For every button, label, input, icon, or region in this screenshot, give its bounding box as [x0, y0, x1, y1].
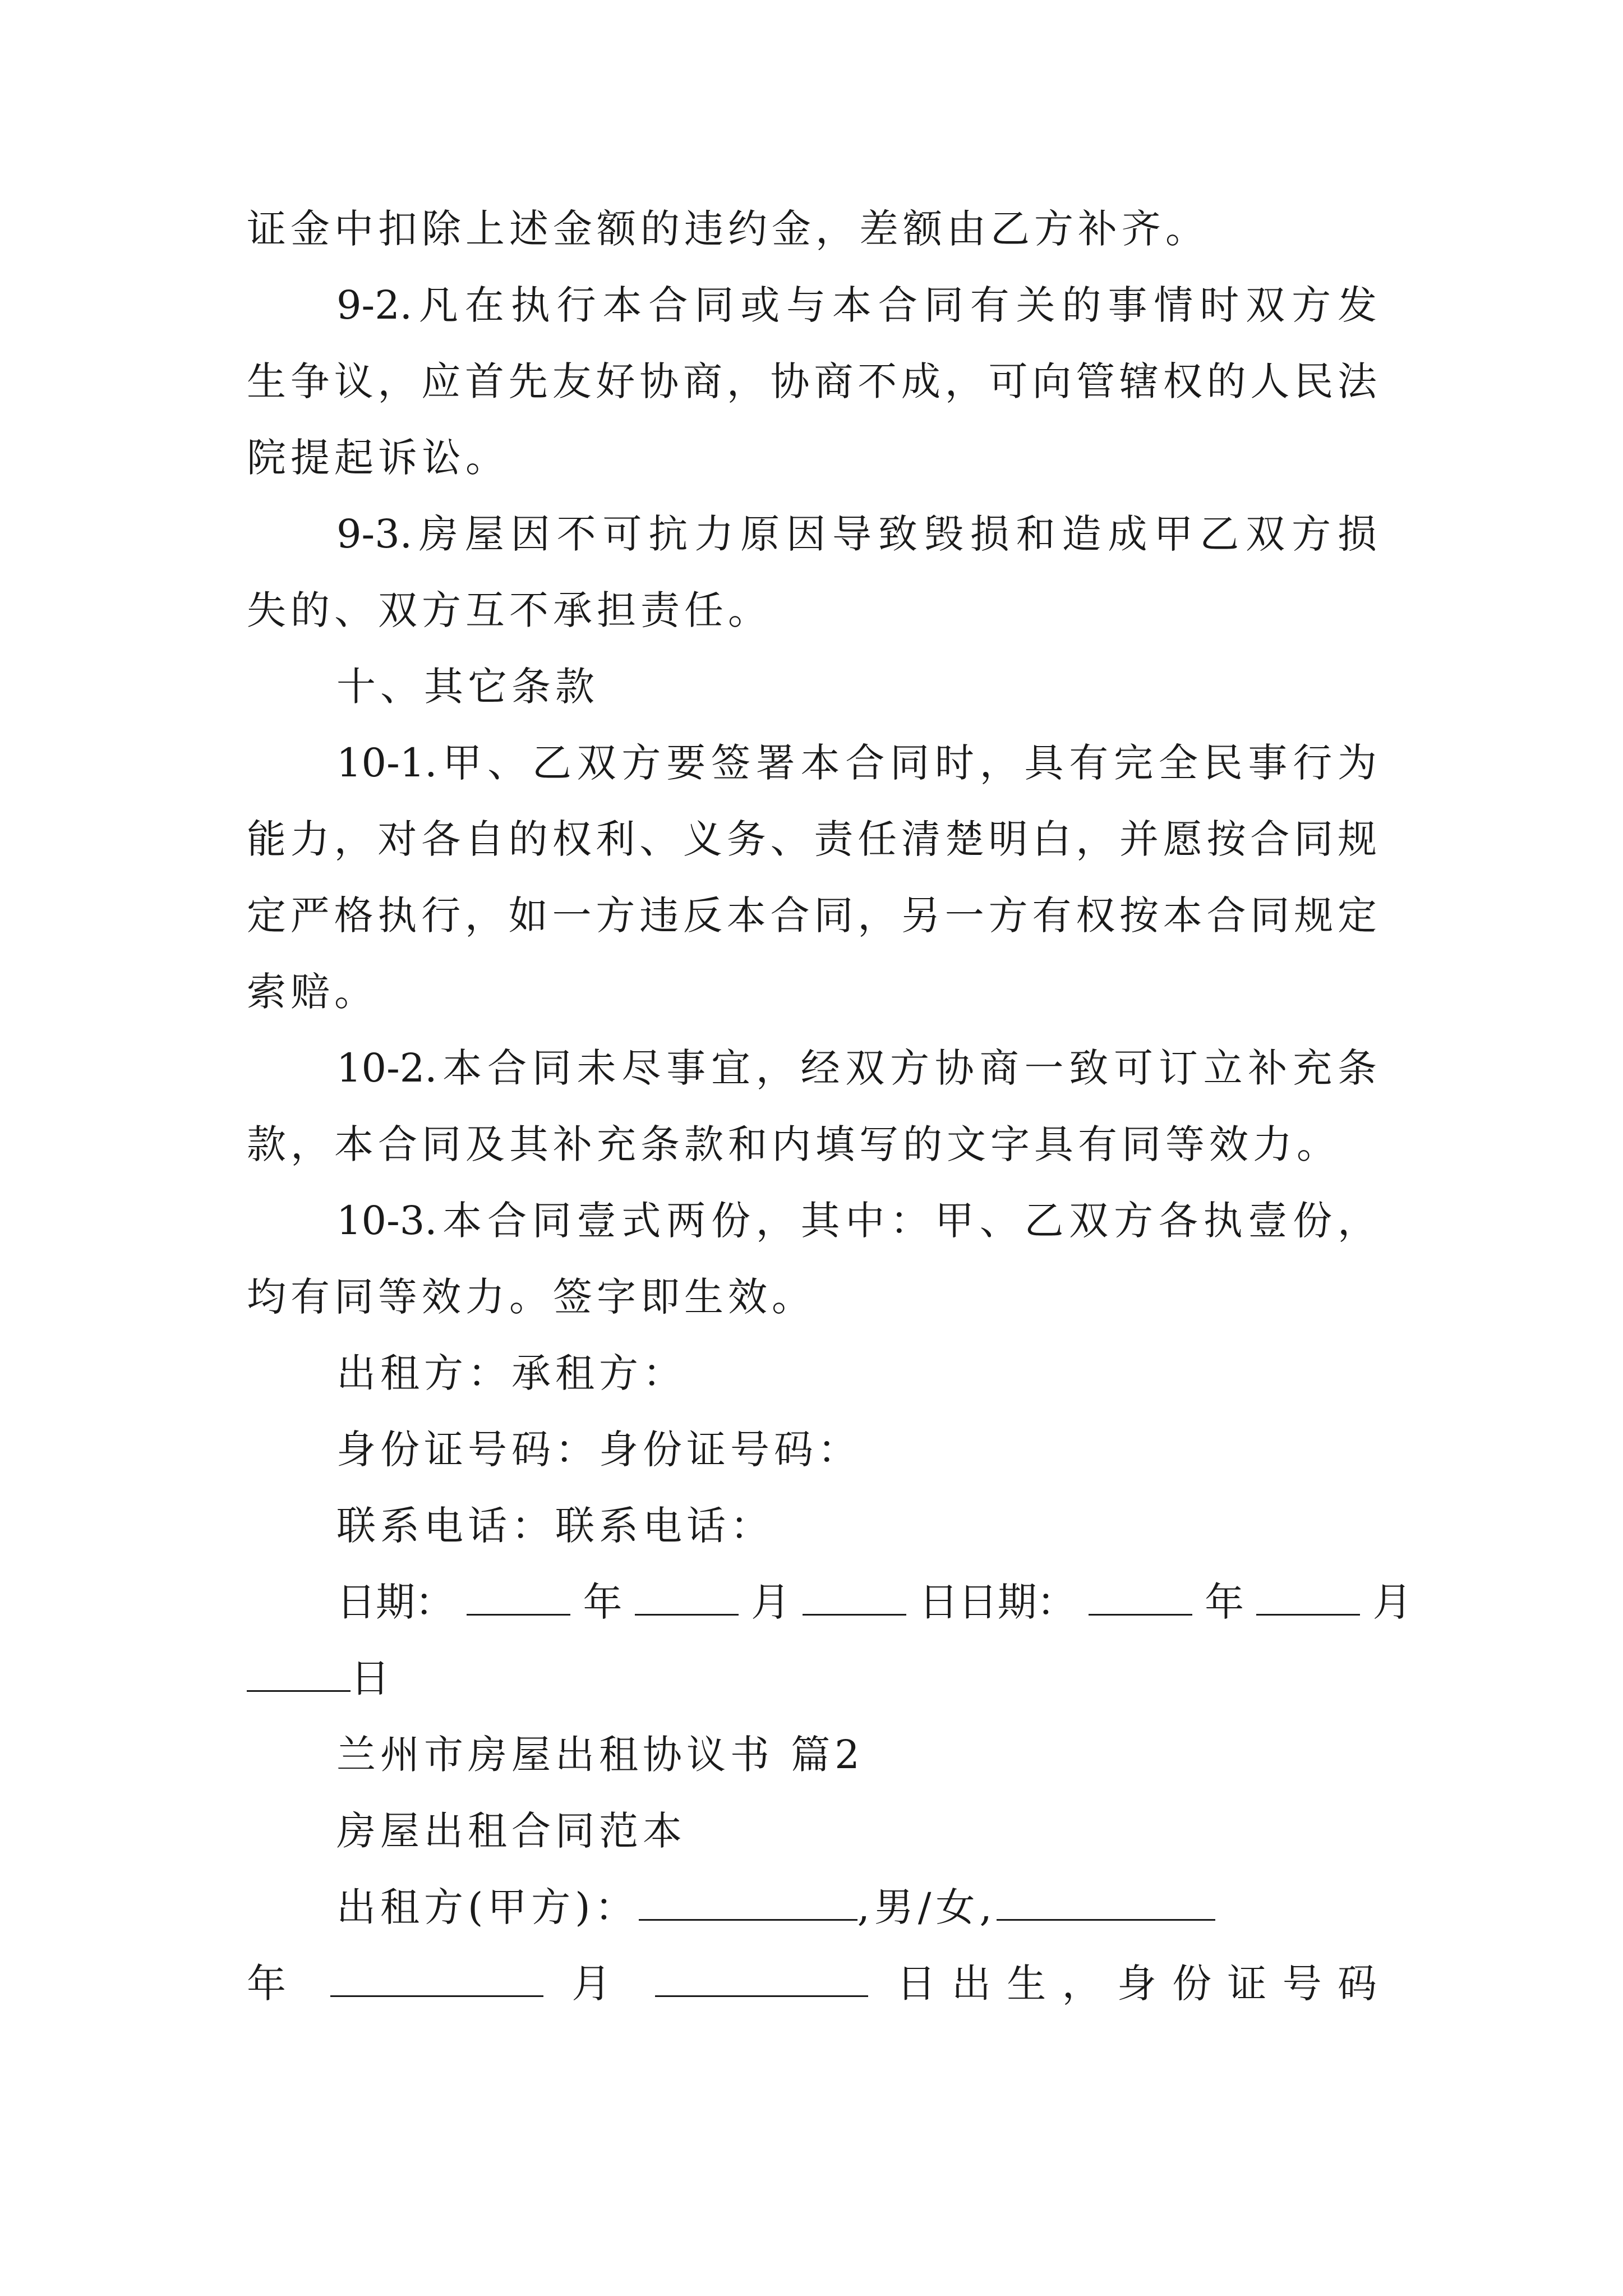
clause-10-1-line: 10-1.甲、乙双方要签署本合同时，具有完全民事行为: [336, 740, 1377, 786]
paragraph-line: 证金中扣除上述金额的违约金，差额由乙方补齐。: [247, 206, 1209, 252]
date-label: 日日期：: [919, 1579, 1076, 1625]
blank-field: [247, 1657, 351, 1692]
paragraph-line: 均有同等效力。签字即生效。: [247, 1274, 815, 1320]
paragraph-line: 失的、双方互不承担责任。: [247, 587, 772, 633]
document-title: 兰州市房屋出租协议书 篇2: [336, 1732, 864, 1778]
month-label: 月: [571, 1961, 627, 2007]
blank-field: [803, 1580, 906, 1616]
clause-10-3-line: 10-3.本合同壹式两份，其中：甲、乙双方各执壹份，: [336, 1198, 1377, 1244]
paragraph-line: 院提起诉讼。: [247, 435, 509, 481]
signature-date-line: [247, 1564, 1412, 1640]
lessor-label: 出租方(甲方)：: [336, 1884, 639, 1930]
clause-10-2-line: 10-2.本合同未尽事宜，经双方协商一致可订立补充条: [336, 1045, 1377, 1091]
blank-field: [467, 1580, 570, 1616]
gender-label: ,男/女,: [857, 1884, 997, 1930]
birth-date-line: [247, 1945, 1377, 2022]
signature-date-continuation: [247, 1640, 1377, 1717]
blank-field: [1089, 1580, 1192, 1616]
year-label: 年: [1205, 1579, 1244, 1625]
signature-id-number: 身份证号码：身份证号码：: [336, 1427, 861, 1473]
signature-phone: 联系电话：联系电话：: [336, 1503, 774, 1549]
paragraph-line: 能力，对各自的权利、义务、责任清楚明白，并愿按合同规: [247, 816, 1377, 862]
blank-field: [1256, 1580, 1360, 1616]
year-label: 年: [583, 1579, 623, 1625]
month-label: 月: [1372, 1579, 1412, 1625]
blank-field: [635, 1580, 739, 1616]
blank-field: [655, 1962, 868, 1997]
document-page: [247, 191, 1412, 2022]
birth-id-label: 日出生，身份证号码: [896, 1961, 1377, 2007]
document-subtitle: 房屋出租合同范本: [336, 1808, 686, 1854]
paragraph-line: 索赔。: [247, 969, 378, 1015]
lessor-info-line: [247, 1869, 1377, 1945]
blank-field: [639, 1885, 857, 1921]
paragraph-line: 生争议，应首先友好协商，协商不成，可向管辖权的人民法: [247, 358, 1377, 404]
blank-field: [330, 1962, 543, 1997]
blank-field: [997, 1885, 1215, 1921]
date-label: 日期：: [336, 1579, 454, 1625]
day-label: 日: [351, 1655, 394, 1701]
paragraph-line: 定严格执行，如一方违反本合同，另一方有权按本合同规定: [247, 892, 1377, 938]
clause-9-2-line: 9-2.凡在执行本合同或与本合同有关的事情时双方发: [336, 282, 1377, 328]
paragraph-line: 款，本合同及其补充条款和内填写的文字具有同等效力。: [247, 1121, 1340, 1167]
section-heading: 十、其它条款: [336, 664, 599, 710]
clause-9-3-line: 9-3.房屋因不可抗力原因导致毁损和造成甲乙双方损: [336, 511, 1377, 557]
signature-lessor-lessee: 出租方：承租方：: [336, 1350, 686, 1396]
month-label: 月: [751, 1579, 791, 1625]
year-label: 年: [247, 1961, 302, 2007]
